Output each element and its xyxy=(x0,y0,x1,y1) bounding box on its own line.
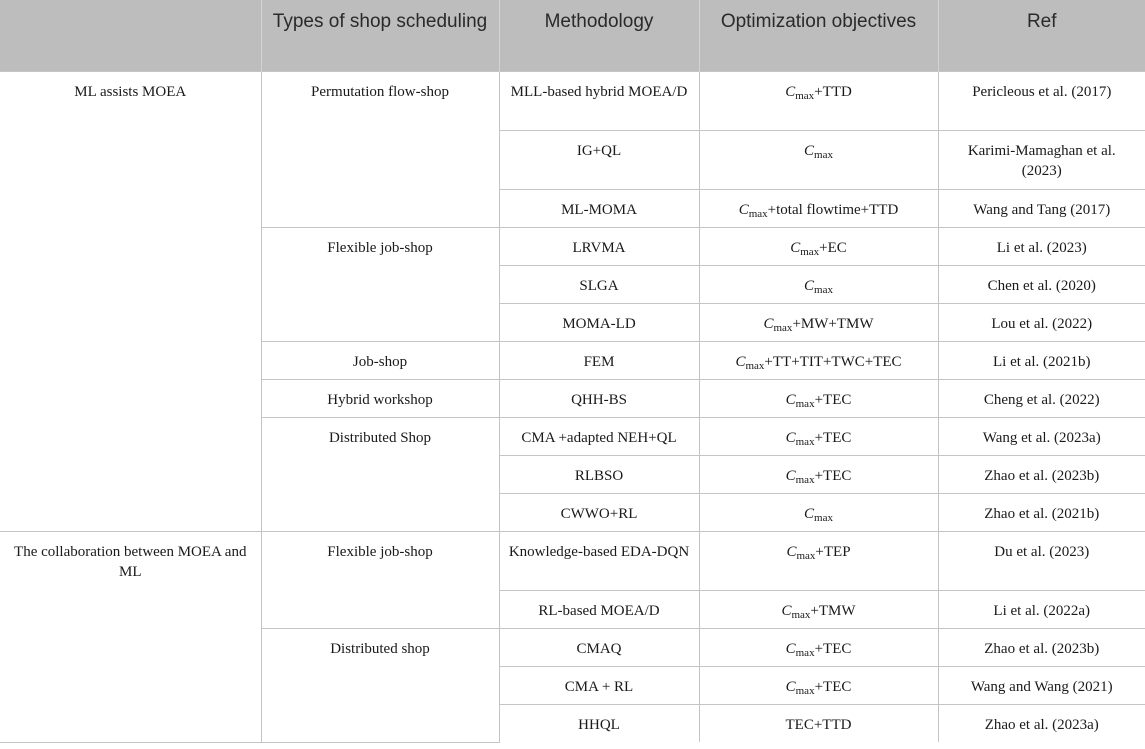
header-methodology: Methodology xyxy=(499,0,699,71)
shop-type-cell: Permutation flow-shop xyxy=(261,71,499,227)
objective-text: +TT+TIT+TWC+TEC xyxy=(764,353,902,370)
table-row xyxy=(0,71,1145,130)
ref-cell: Du et al. (2023) xyxy=(938,531,1145,590)
methodology-cell: CMAQ xyxy=(499,628,699,666)
cmax-symbol: C xyxy=(785,83,796,100)
objective-cell xyxy=(699,227,938,265)
objective-cell xyxy=(699,417,938,455)
shop-type-cell: Distributed shop xyxy=(261,628,499,742)
cmax-symbol: C xyxy=(738,201,749,218)
cmax-subscript: max xyxy=(814,511,833,524)
methodology-cell: MLL-based hybrid MOEA/D xyxy=(499,71,699,130)
shop-type-cell: Flexible job-shop xyxy=(261,531,499,628)
objective-cell xyxy=(699,590,938,628)
cmax-symbol: C xyxy=(804,277,815,294)
objective-cell: TEC+TTD xyxy=(699,704,938,742)
cmax-symbol: C xyxy=(786,543,797,560)
cmax-subscript: max xyxy=(745,359,765,372)
cmax-symbol: C xyxy=(785,391,796,408)
cmax-subscript: max xyxy=(814,283,833,296)
methodology-cell: HHQL xyxy=(499,704,699,742)
cmax-symbol: C xyxy=(781,602,792,619)
ref-cell: Zhao et al. (2023b) xyxy=(938,455,1145,493)
objective-text: +TMW xyxy=(810,602,856,619)
objective-cell xyxy=(699,130,938,189)
cmax-symbol: C xyxy=(785,429,796,446)
objective-cell xyxy=(699,265,938,303)
header-row xyxy=(0,0,1145,71)
ref-cell: Li et al. (2021b) xyxy=(938,341,1145,379)
ref-cell: Li et al. (2022a) xyxy=(938,590,1145,628)
methodology-cell: SLGA xyxy=(499,265,699,303)
cmax-symbol: C xyxy=(790,239,801,256)
objective-cell xyxy=(699,341,938,379)
objective-cell xyxy=(699,666,938,704)
cmax-subscript: max xyxy=(814,148,833,161)
methodology-cell: IG+QL xyxy=(499,130,699,189)
cmax-subscript: max xyxy=(795,435,815,448)
ref-cell: Pericleous et al. (2017) xyxy=(938,71,1145,130)
methodology-cell: ML-MOMA xyxy=(499,189,699,227)
objective-text: +TEC xyxy=(814,678,852,695)
methodology-cell: QHH-BS xyxy=(499,379,699,417)
ref-cell: Karimi-Mamaghan et al. (2023) xyxy=(938,130,1145,189)
cmax-subscript: max xyxy=(795,684,815,697)
ref-cell: Zhao et al. (2023a) xyxy=(938,704,1145,742)
methodology-cell: CMA + RL xyxy=(499,666,699,704)
ref-cell: Zhao et al. (2021b) xyxy=(938,493,1145,531)
ref-cell: Li et al. (2023) xyxy=(938,227,1145,265)
cmax-symbol: C xyxy=(735,353,746,370)
ref-cell: Wang et al. (2023a) xyxy=(938,417,1145,455)
objective-text: +TEP xyxy=(815,543,851,560)
group-cell: ML assists MOEA xyxy=(0,71,261,531)
cmax-subscript: max xyxy=(795,397,815,410)
objective-cell xyxy=(699,189,938,227)
cmax-subscript: max xyxy=(800,245,820,258)
shop-type-cell: Flexible job-shop xyxy=(261,227,499,341)
cmax-subscript: max xyxy=(795,646,815,659)
cmax-subscript: max xyxy=(773,321,793,334)
objective-cell xyxy=(699,628,938,666)
group-cell: The collaboration between MOEA and ML xyxy=(0,531,261,742)
cmax-subscript: max xyxy=(791,608,811,621)
objective-cell xyxy=(699,455,938,493)
table-row xyxy=(0,531,1145,590)
shop-type-cell: Hybrid workshop xyxy=(261,379,499,417)
cmax-symbol: C xyxy=(804,142,815,159)
cmax-subscript: max xyxy=(796,549,816,562)
ref-cell: Chen et al. (2020) xyxy=(938,265,1145,303)
methodology-cell: Knowledge-based EDA-DQN xyxy=(499,531,699,590)
objective-text: +TEC xyxy=(814,640,852,657)
objective-text: +MW+TMW xyxy=(792,315,874,332)
objective-cell xyxy=(699,493,938,531)
objective-text: +EC xyxy=(819,239,847,256)
objective-text: +TTD xyxy=(814,83,852,100)
objective-text: +TEC xyxy=(814,467,852,484)
cmax-subscript: max xyxy=(795,89,815,102)
shop-type-cell: Distributed Shop xyxy=(261,417,499,531)
ref-cell: Cheng et al. (2022) xyxy=(938,379,1145,417)
methodology-cell: MOMA-LD xyxy=(499,303,699,341)
cmax-symbol: C xyxy=(804,505,815,522)
ref-cell: Wang and Wang (2021) xyxy=(938,666,1145,704)
objective-cell xyxy=(699,303,938,341)
header-blank xyxy=(0,0,261,71)
shop-type-cell: Job-shop xyxy=(261,341,499,379)
ref-cell: Lou et al. (2022) xyxy=(938,303,1145,341)
objective-text: +TEC xyxy=(814,391,852,408)
methodology-cell: RLBSO xyxy=(499,455,699,493)
cmax-symbol: C xyxy=(785,678,796,695)
header-ref: Ref xyxy=(938,0,1145,71)
ref-cell: Zhao et al. (2023b) xyxy=(938,628,1145,666)
ref-cell: Wang and Tang (2017) xyxy=(938,189,1145,227)
methodology-cell: LRVMA xyxy=(499,227,699,265)
cmax-subscript: max xyxy=(748,207,768,220)
methodology-cell: RL-based MOEA/D xyxy=(499,590,699,628)
objective-text: +total flowtime+TTD xyxy=(767,201,899,218)
header-shop-type: Types of shop scheduling xyxy=(261,0,499,71)
cmax-symbol: C xyxy=(785,467,796,484)
objective-cell xyxy=(699,71,938,130)
header-objectives: Optimization objectives xyxy=(699,0,938,71)
methodology-cell: CWWO+RL xyxy=(499,493,699,531)
methodology-cell: CMA +adapted NEH+QL xyxy=(499,417,699,455)
objective-text: +TEC xyxy=(814,429,852,446)
cmax-symbol: C xyxy=(763,315,774,332)
cmax-subscript: max xyxy=(795,473,815,486)
objective-cell xyxy=(699,379,938,417)
cmax-symbol: C xyxy=(785,640,796,657)
objective-cell xyxy=(699,531,938,590)
methodology-cell: FEM xyxy=(499,341,699,379)
